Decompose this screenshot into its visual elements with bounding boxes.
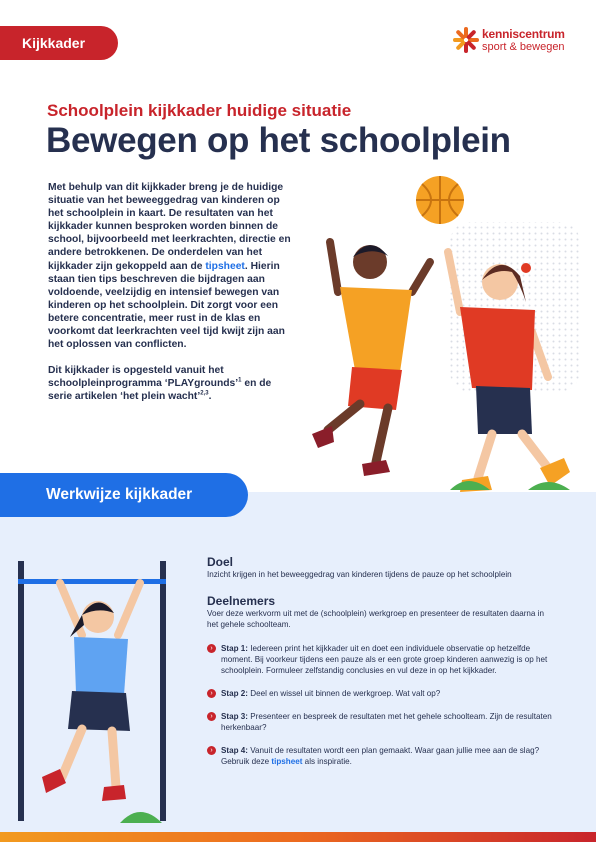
logo-wordmark-line1 [482, 27, 565, 41]
boy-figure [312, 242, 430, 476]
step-text: Deel en wissel uit binnen de werkgroep. Wat valt op? [248, 689, 441, 698]
step-text: Iedereen print het kijkkader uit en doet een individuele observatie op hetzelfde moment. Bij voorkeur tijdens een pauze als er een grote groep kinderen aanwezig is op het schoolplein. Formuleer zelfstandig conclusies en vul deze in op het kijkkader. [221, 644, 548, 675]
deelnemers-text: Voer deze werkvorm uit met de (schoolplein) werkgroep en presenteer de resultaten daarna in het gehele schoolteam. [207, 609, 544, 629]
step-item [207, 745, 557, 767]
step-item [207, 643, 557, 676]
step-label: Stap 4: [221, 746, 248, 755]
step-label: Stap 3: [221, 712, 248, 721]
kenniscentrum-star-icon [452, 26, 480, 54]
document-type-tag [0, 26, 118, 60]
step-label: Stap 2: [221, 689, 248, 698]
intro-p2-text-b: en de serie artikelen ‘het plein wacht’ [48, 378, 272, 403]
werkwijze-content [207, 555, 557, 779]
intro-p2-text-a: Dit kijkkader is opgesteld vanuit het schoolpleinprogramma ‘PLAYgrounds’ [48, 365, 239, 390]
step-text-end: als inspiratie. [302, 757, 352, 766]
step-text: Presenteer en bespreek de resultaten met het gehele schoolteam. Zijn de resultaten herkenbaar? [221, 712, 552, 732]
step-text: Vanuit de resultaten wordt een plan gemaakt. Waar gaan jullie mee aan de slag? Gebruik deze [221, 746, 540, 766]
kenniscentrum-logo [452, 26, 572, 58]
footnote-ref-1: 1 [238, 377, 242, 384]
arrow-right-circle-icon: › [207, 644, 216, 653]
children-playing-ball-illustration [300, 172, 590, 502]
arrow-right-circle-icon: › [207, 712, 216, 721]
doel-heading: Doel [207, 555, 234, 569]
steps-list [207, 643, 557, 767]
intro-paragraph-2 [48, 364, 293, 403]
page-title: Bewegen op het schoolplein [46, 121, 511, 160]
arrow-right-circle-icon: › [207, 689, 216, 698]
footer-gradient-bar [0, 832, 596, 842]
intro-p1-text-a: Met behulp van dit kijkkader breng je de huidige situatie van het beweeggedrag van kinderen op het schoolplein in kaart. De resultaten van het kijkkader kunnen besproken worden binnen de school, bijvoorbeeld met leerkrachten, directie en andere betrokkenen. De onderdelen van het kijkkader zijn gekoppeld aan de [48, 182, 291, 272]
basketball-icon [416, 176, 464, 224]
girl-hanging-on-bar-illustration [0, 555, 185, 842]
step-item [207, 711, 557, 733]
intro-paragraph-1 [48, 181, 293, 351]
doel-text: Inzicht krijgen in het beweeggedrag van kinderen tijdens de pauze op het schoolplein [207, 570, 512, 579]
step-item [207, 688, 557, 699]
document-type-label: Kijkkader [22, 35, 86, 51]
footnote-ref-2-3: 2,3 [200, 390, 209, 397]
werkwijze-section-label: Werkwijze kijkkader [46, 486, 193, 503]
arrow-right-circle-icon: › [207, 746, 216, 755]
tipsheet-link[interactable]: tipsheet [271, 757, 303, 766]
deelnemers-heading: Deelnemers [207, 594, 276, 608]
logo-wordmark-line2: sport & bewegen [482, 41, 565, 53]
werkwijze-section-header [0, 473, 248, 517]
logo-word-kennis: kennis [482, 27, 519, 41]
page-subtitle: Schoolplein kijkkader huidige situatie [47, 101, 352, 120]
intro-text [48, 181, 293, 404]
intro-p2-text-c: . [208, 391, 212, 403]
tipsheet-link[interactable]: tipsheet [205, 260, 245, 272]
intro-p1-text-b: . Hierin staan tien tips beschreven die bijdragen aan voldoende, veelzijdig en intensief bewegen van kinderen op het schoolplein. Dit zorgt voor een betere concentratie, meer rust in de klas en voorkomt dat leerkrachten veel tijd kwijt zijn aan het oplossen van conflicten. [48, 260, 285, 351]
logo-word-centrum: centrum [518, 27, 565, 41]
step-label: Stap 1: [221, 644, 248, 653]
